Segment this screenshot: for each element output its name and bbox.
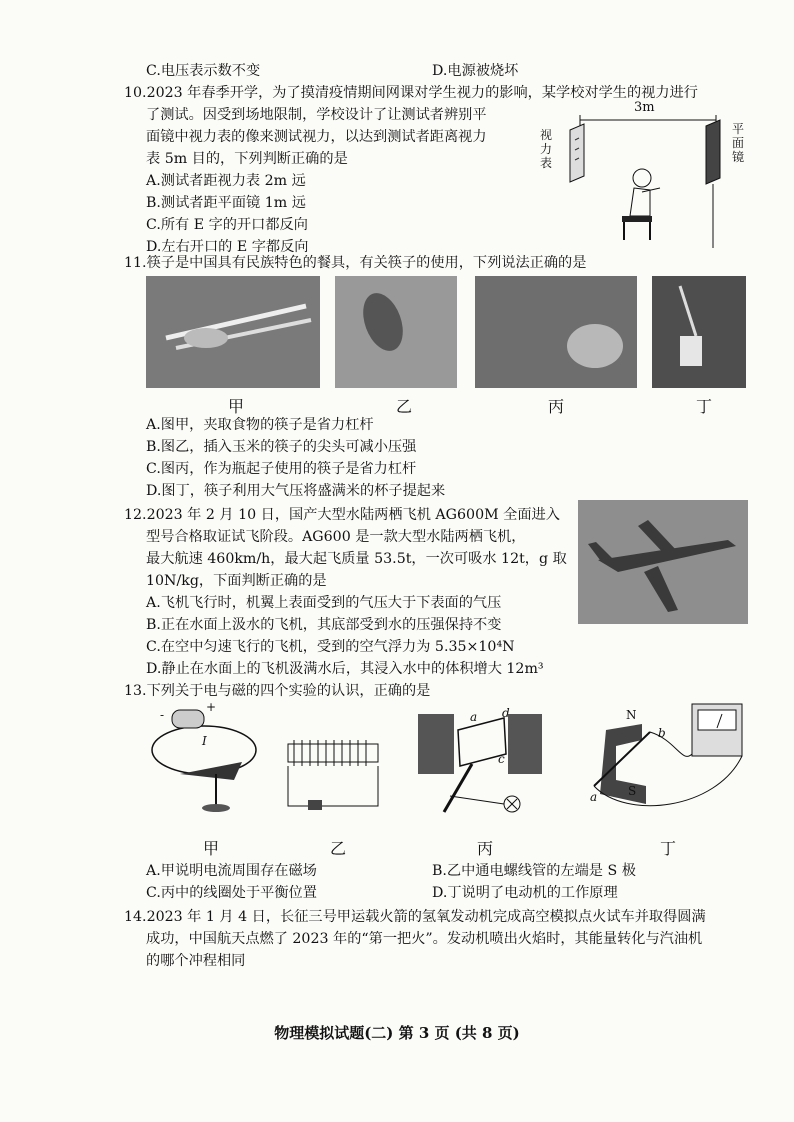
- q13-figure-bing: [414, 700, 544, 826]
- q12-stem-line2: 型号合格取证试飞阶段。AG600 是一款大型水陆两栖飞机，: [146, 529, 526, 545]
- q12-stem-line4: 10N/kg，下面判断正确的是: [146, 573, 327, 589]
- q13-option-a: A.甲说明电流周围存在磁场: [146, 863, 317, 879]
- q11-photo-ding: [652, 276, 746, 388]
- q11-photo-jia: [146, 276, 320, 388]
- q10-stem-line4: 表 5m 目的，下列判断正确的是: [146, 151, 348, 167]
- q13-figure-ding: [586, 700, 746, 826]
- minus-sign: -: [160, 708, 165, 722]
- q11-photo-bing: [475, 276, 637, 388]
- q10-stem-line3: 面镜中视力表的像来测试视力，以达到测试者距离视力: [146, 129, 487, 145]
- q10-figure: [538, 100, 763, 248]
- q12-stem-line3: 最大航速 460km/h，最大起飞质量 53.5t，一次可吸水 12t，g 取: [146, 551, 567, 567]
- label-d-bing: d: [502, 706, 510, 720]
- page-footer: 物理模拟试题(二) 第 3 页 (共 8 页): [274, 1024, 520, 1042]
- south-pole-label: S: [628, 784, 637, 798]
- q14-stem-line2: 成功，中国航天点燃了 2023 年的“第一把火”。发动机喷出火焰时，其能量转化与汽油机: [146, 931, 703, 947]
- q12-stem-line1: 12.2023 年 2 月 10 日，国产大型水陆两栖飞机 AG600M 全面进入: [124, 507, 560, 523]
- q10-stem-line1: 10.2023 年春季开学，为了摸清疫情期间网课对学生视力的影响，某学校对学生的视力进行: [124, 85, 698, 101]
- q11-option-c: C.图丙，作为瓶起子使用的筷子是省力杠杆: [146, 461, 417, 477]
- label-a-ding: a: [590, 790, 598, 804]
- q14-stem-line3: 的哪个冲程相同: [146, 953, 246, 969]
- q11-caption-jia: 甲: [228, 397, 245, 416]
- q10-option-b: B.测试者距平面镜 1m 远: [146, 195, 306, 211]
- bottle-photo-bing: [475, 276, 637, 388]
- q13-caption-ding: 丁: [660, 839, 677, 858]
- q13-caption-jia: 甲: [203, 839, 220, 858]
- q13-figure-jia: [146, 694, 264, 824]
- solenoid-circuit: [280, 730, 386, 816]
- vision-chart-label: 视力表: [540, 128, 553, 170]
- distance-label: 3m: [634, 100, 655, 115]
- q11-photo-yi: [335, 276, 457, 388]
- q11-option-b: B.图乙，插入玉米的筷子的尖头可减小压强: [146, 439, 417, 455]
- corn-photo-yi: [335, 276, 457, 388]
- current-label: I: [202, 734, 207, 748]
- label-a-bing: a: [470, 710, 478, 724]
- q11-caption-bing: 丙: [548, 397, 565, 416]
- q13-option-b: B.乙中通电螺线管的左端是 S 极: [432, 863, 636, 879]
- q14-stem-line1: 14.2023 年 1 月 4 日，长征三号甲运载火箭的氢氧发动机完成高空模拟点火试车并取得圆满: [124, 909, 706, 925]
- q11-option-a: A.图甲，夹取食物的筷子是省力杠杆: [146, 417, 374, 433]
- q12-option-b: B.正在水面上汲水的飞机，其底部受到水的压强保持不变: [146, 617, 502, 633]
- cup-photo-ding: [652, 276, 746, 388]
- label-c-bing: c: [498, 752, 505, 766]
- q13-option-d: D.丁说明了电动机的工作原理: [432, 885, 618, 901]
- electromagnetic-induction: [586, 700, 746, 826]
- q10-option-c: C.所有 E 字的开口都反向: [146, 217, 308, 233]
- q12-option-d: D.静止在水面上的飞机汲满水后，其浸入水中的体积增大 12m³: [146, 661, 544, 677]
- q12-airplane-photo: [578, 500, 748, 624]
- q13-caption-yi: 乙: [330, 839, 347, 858]
- q13-figure-yi: [280, 730, 386, 816]
- q13-option-c: C.丙中的线圈处于平衡位置: [146, 885, 317, 901]
- q13-caption-bing: 丙: [477, 839, 494, 858]
- north-pole-label: N: [626, 708, 637, 722]
- q12-option-c: C.在空中匀速飞行的飞机，受到的空气浮力为 5.35×10⁴N: [146, 639, 515, 655]
- mirror-label: 平面镜: [732, 122, 745, 164]
- q10-stem-line2: 了测试。因受到场地限制，学校设计了让测试者辨别平: [146, 107, 487, 123]
- q13-stem: 13.下列关于电与磁的四个实验的认识，正确的是: [124, 683, 431, 699]
- chopsticks-photo-jia: [146, 276, 320, 388]
- plus-sign: +: [206, 700, 217, 714]
- q11-stem: 11.筷子是中国具有民族特色的餐具，有关筷子的使用，下列说法正确的是: [124, 255, 587, 271]
- coil-in-magnet: [414, 700, 544, 826]
- q12-option-a: A.飞机飞行时，机翼上表面受到的气压大于下表面的气压: [146, 595, 502, 611]
- q10-option-a: A.测试者距视力表 2m 远: [146, 173, 306, 189]
- option-c-top: C.电压表示数不变: [146, 63, 261, 79]
- airplane-silhouette: [578, 500, 748, 624]
- q11-caption-ding: 丁: [696, 397, 713, 416]
- q10-option-d: D.左右开口的 E 字都反向: [146, 239, 309, 255]
- label-b-ding: b: [658, 726, 666, 740]
- option-d-top: D.电源被烧坏: [432, 63, 519, 79]
- q11-option-d: D.图丁，筷子利用大气压将盛满米的杯子提起来: [146, 483, 446, 499]
- q10-diagram: [538, 108, 763, 248]
- q11-caption-yi: 乙: [396, 397, 413, 416]
